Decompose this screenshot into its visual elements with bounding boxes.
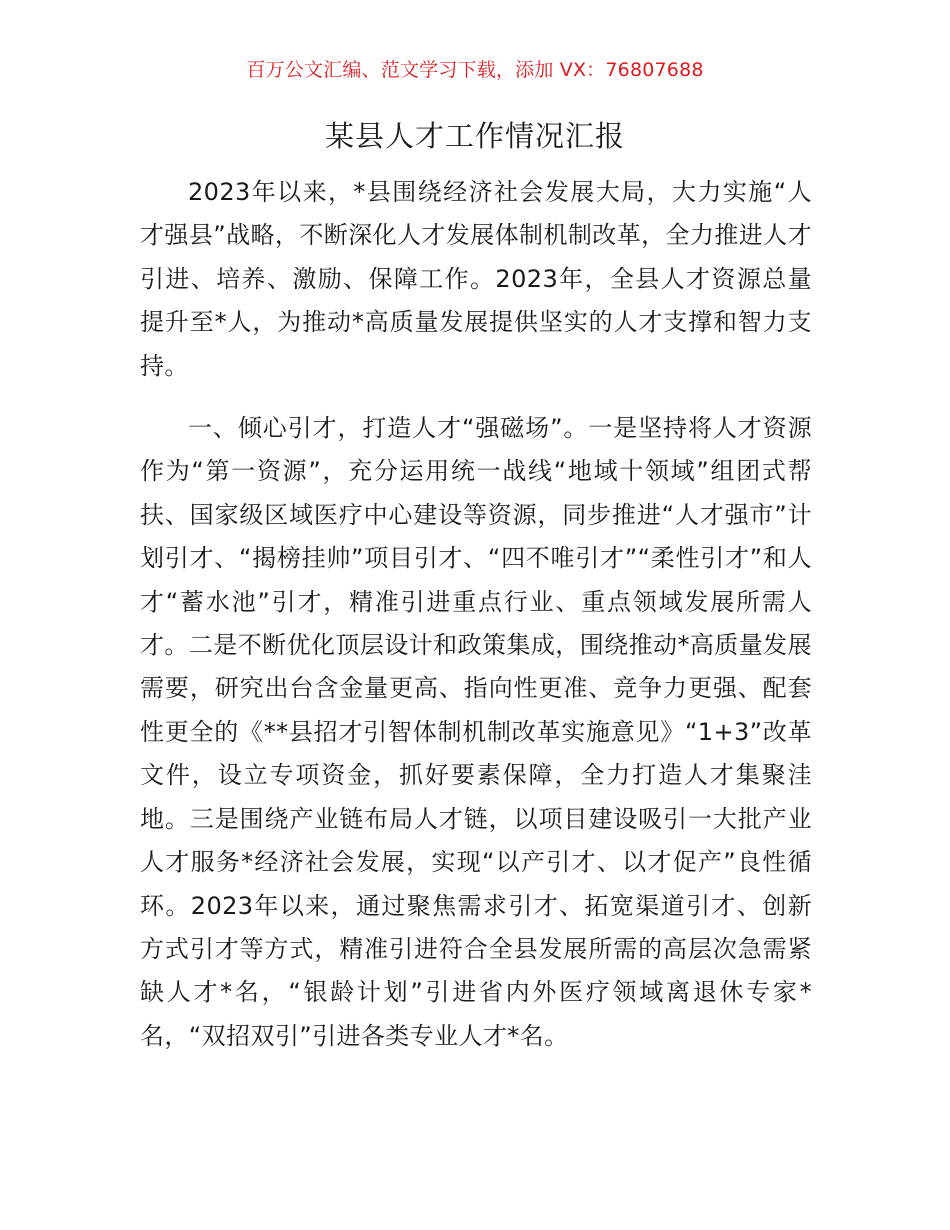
intro-paragraph: 2023年以来，*县围绕经济社会发展大局，大力实施“人才强县”战略，不断深化人才发展体制机制改革，全力推进人才引进、培养、激励、保障工作。2023年，全县人才资源总量提升至*人，为推动*高质量发展提供坚实的人才支撑和智力支持。	[140, 178, 812, 380]
page-title: 某县人才工作情况汇报	[324, 119, 625, 153]
document-body	[140, 171, 812, 1058]
section-one-paragraph: 一、倾心引才，打造人才“强磁场”。一是坚持将人才资源作为“第一资源”，充分运用统一战线“地域十领域”组团式帮扶、国家级区域医疗中心建设等资源，同步推进“人才强市”计划引才、“揭榜挂帅”项目引才、“四不唯引才”“柔性引才”和人才“蓄水池”引才，精准引进重点行业、重点领域发展所需人才。二是不断优化顶层设计和政策集成，围绕推动*高质量发展需要，研究出台含金量更高、指向性更准、竞争力更强、配套性更全的《**县招才引智体制机制改革实施意见》“1+3”改革文件，设立专项资金，抓好要素保障，全力打造人才集聚洼地。三是围绕产业链布局人才链，以项目建设吸引一大批产业人才服务*经济社会发展，实现“以产引才、以才促产”良性循环。2023年以来，通过聚焦需求引才、拓宽渠道引才、创新方式引才等方式，精准引进符合全县发展所需的高层次急需紧缺人才*名，“银龄计划”引进省内外医疗领域离退休专家*名，“双招双引”引进各类专业人才*名。	[140, 414, 812, 1050]
promo-banner: 百万公文汇编、范文学习下载，添加 VX：76807688	[246, 59, 704, 81]
